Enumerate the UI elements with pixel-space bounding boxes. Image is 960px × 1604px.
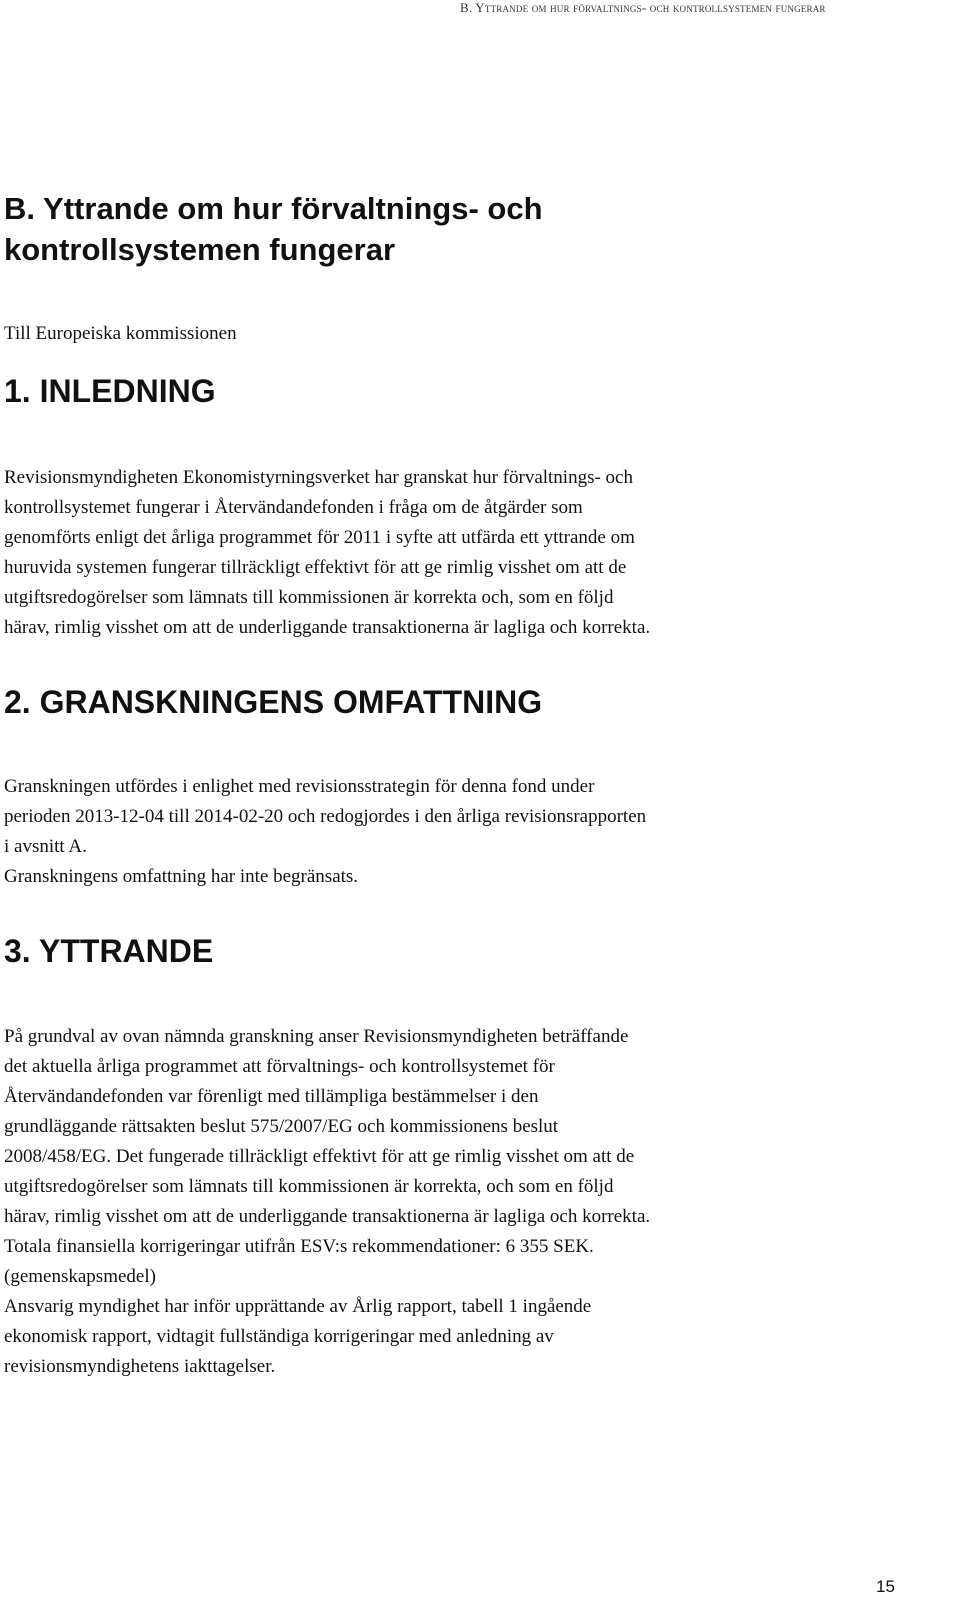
text-line: Granskningen utfördes i enlighet med revisionsstrategin för denna fond under (4, 776, 595, 797)
text-line: (gemenskapsmedel) (4, 1266, 156, 1287)
text-line: härav, rimlig visshet om att de underliggande transaktionerna är lagliga och korrekta. (4, 617, 651, 638)
text-line: 2008/458/EG. Det fungerade tillräckligt effektivt för att ge rimlig visshet om att de (4, 1146, 635, 1167)
text-line: Revisionsmyndigheten Ekonomistyrningsverket har granskat hur förvaltnings- och (4, 467, 633, 488)
text-line: i avsnitt A. (4, 836, 87, 857)
text-line: Ansvarig myndighet har inför upprättande av Årlig rapport, tabell 1 ingående (4, 1296, 592, 1317)
section-body-omfattning (4, 772, 764, 892)
text-line: Återvändandefonden var förenligt med tillämpliga bestämmelser i den (4, 1086, 539, 1107)
text-line: utgiftsredogörelser som lämnats till kommissionen är korrekta, och som en följd (4, 1176, 614, 1197)
page-title (4, 188, 704, 270)
section-body-yttrande (4, 1022, 764, 1382)
page-title-line-2: kontrollsystemen fungerar (4, 232, 396, 267)
text-line: huruvida systemen fungerar tillräckligt effektivt för att ge rimlig visshet om att de (4, 557, 627, 578)
text-line: revisionsmyndighetens iakttagelser. (4, 1356, 276, 1377)
text-line: ekonomisk rapport, vidtagit fullständiga korrigeringar med anledning av (4, 1326, 554, 1347)
text-line: utgiftsredogörelser som lämnats till kommissionen är korrekta och, som en följd (4, 587, 614, 608)
text-line: härav, rimlig visshet om att de underliggande transaktionerna är lagliga och korrekta. (4, 1206, 651, 1227)
addressee: Till Europeiska kommissionen (4, 323, 237, 344)
text-line: perioden 2013-12-04 till 2014-02-20 och redogjordes i den årliga revisionsrapporten (4, 806, 647, 827)
section-body-inledning (4, 463, 764, 643)
text-line: På grundval av ovan nämnda granskning anser Revisionsmyndigheten beträffande (4, 1026, 629, 1047)
running-header: B. Yttrande om hur förvaltnings- och kontrollsystemen fungerar (460, 0, 826, 15)
section-heading-yttrande: 3. YTTRANDE (4, 933, 214, 969)
section-heading-omfattning: 2. GRANSKNINGENS OMFATTNING (4, 684, 543, 720)
text-line: kontrollsystemet fungerar i Återvändandefonden i fråga om de åtgärder som (4, 497, 583, 518)
page-title-line-1: B. Yttrande om hur förvaltnings- och (4, 191, 543, 226)
text-line: det aktuella årliga programmet att förvaltnings- och kontrollsystemet för (4, 1056, 555, 1077)
text-line: Totala finansiella korrigeringar utifrån ESV:s rekommendationer: 6 355 SEK. (4, 1236, 594, 1257)
page-number: 15 (876, 1577, 895, 1596)
text-line: Granskningens omfattning har inte begränsats. (4, 866, 359, 887)
text-line: genomförts enligt det årliga programmet för 2011 i syfte att utfärda ett yttrande om (4, 527, 635, 548)
section-heading-inledning: 1. INLEDNING (4, 373, 216, 409)
text-line: grundläggande rättsakten beslut 575/2007/EG och kommissionens beslut (4, 1116, 559, 1137)
